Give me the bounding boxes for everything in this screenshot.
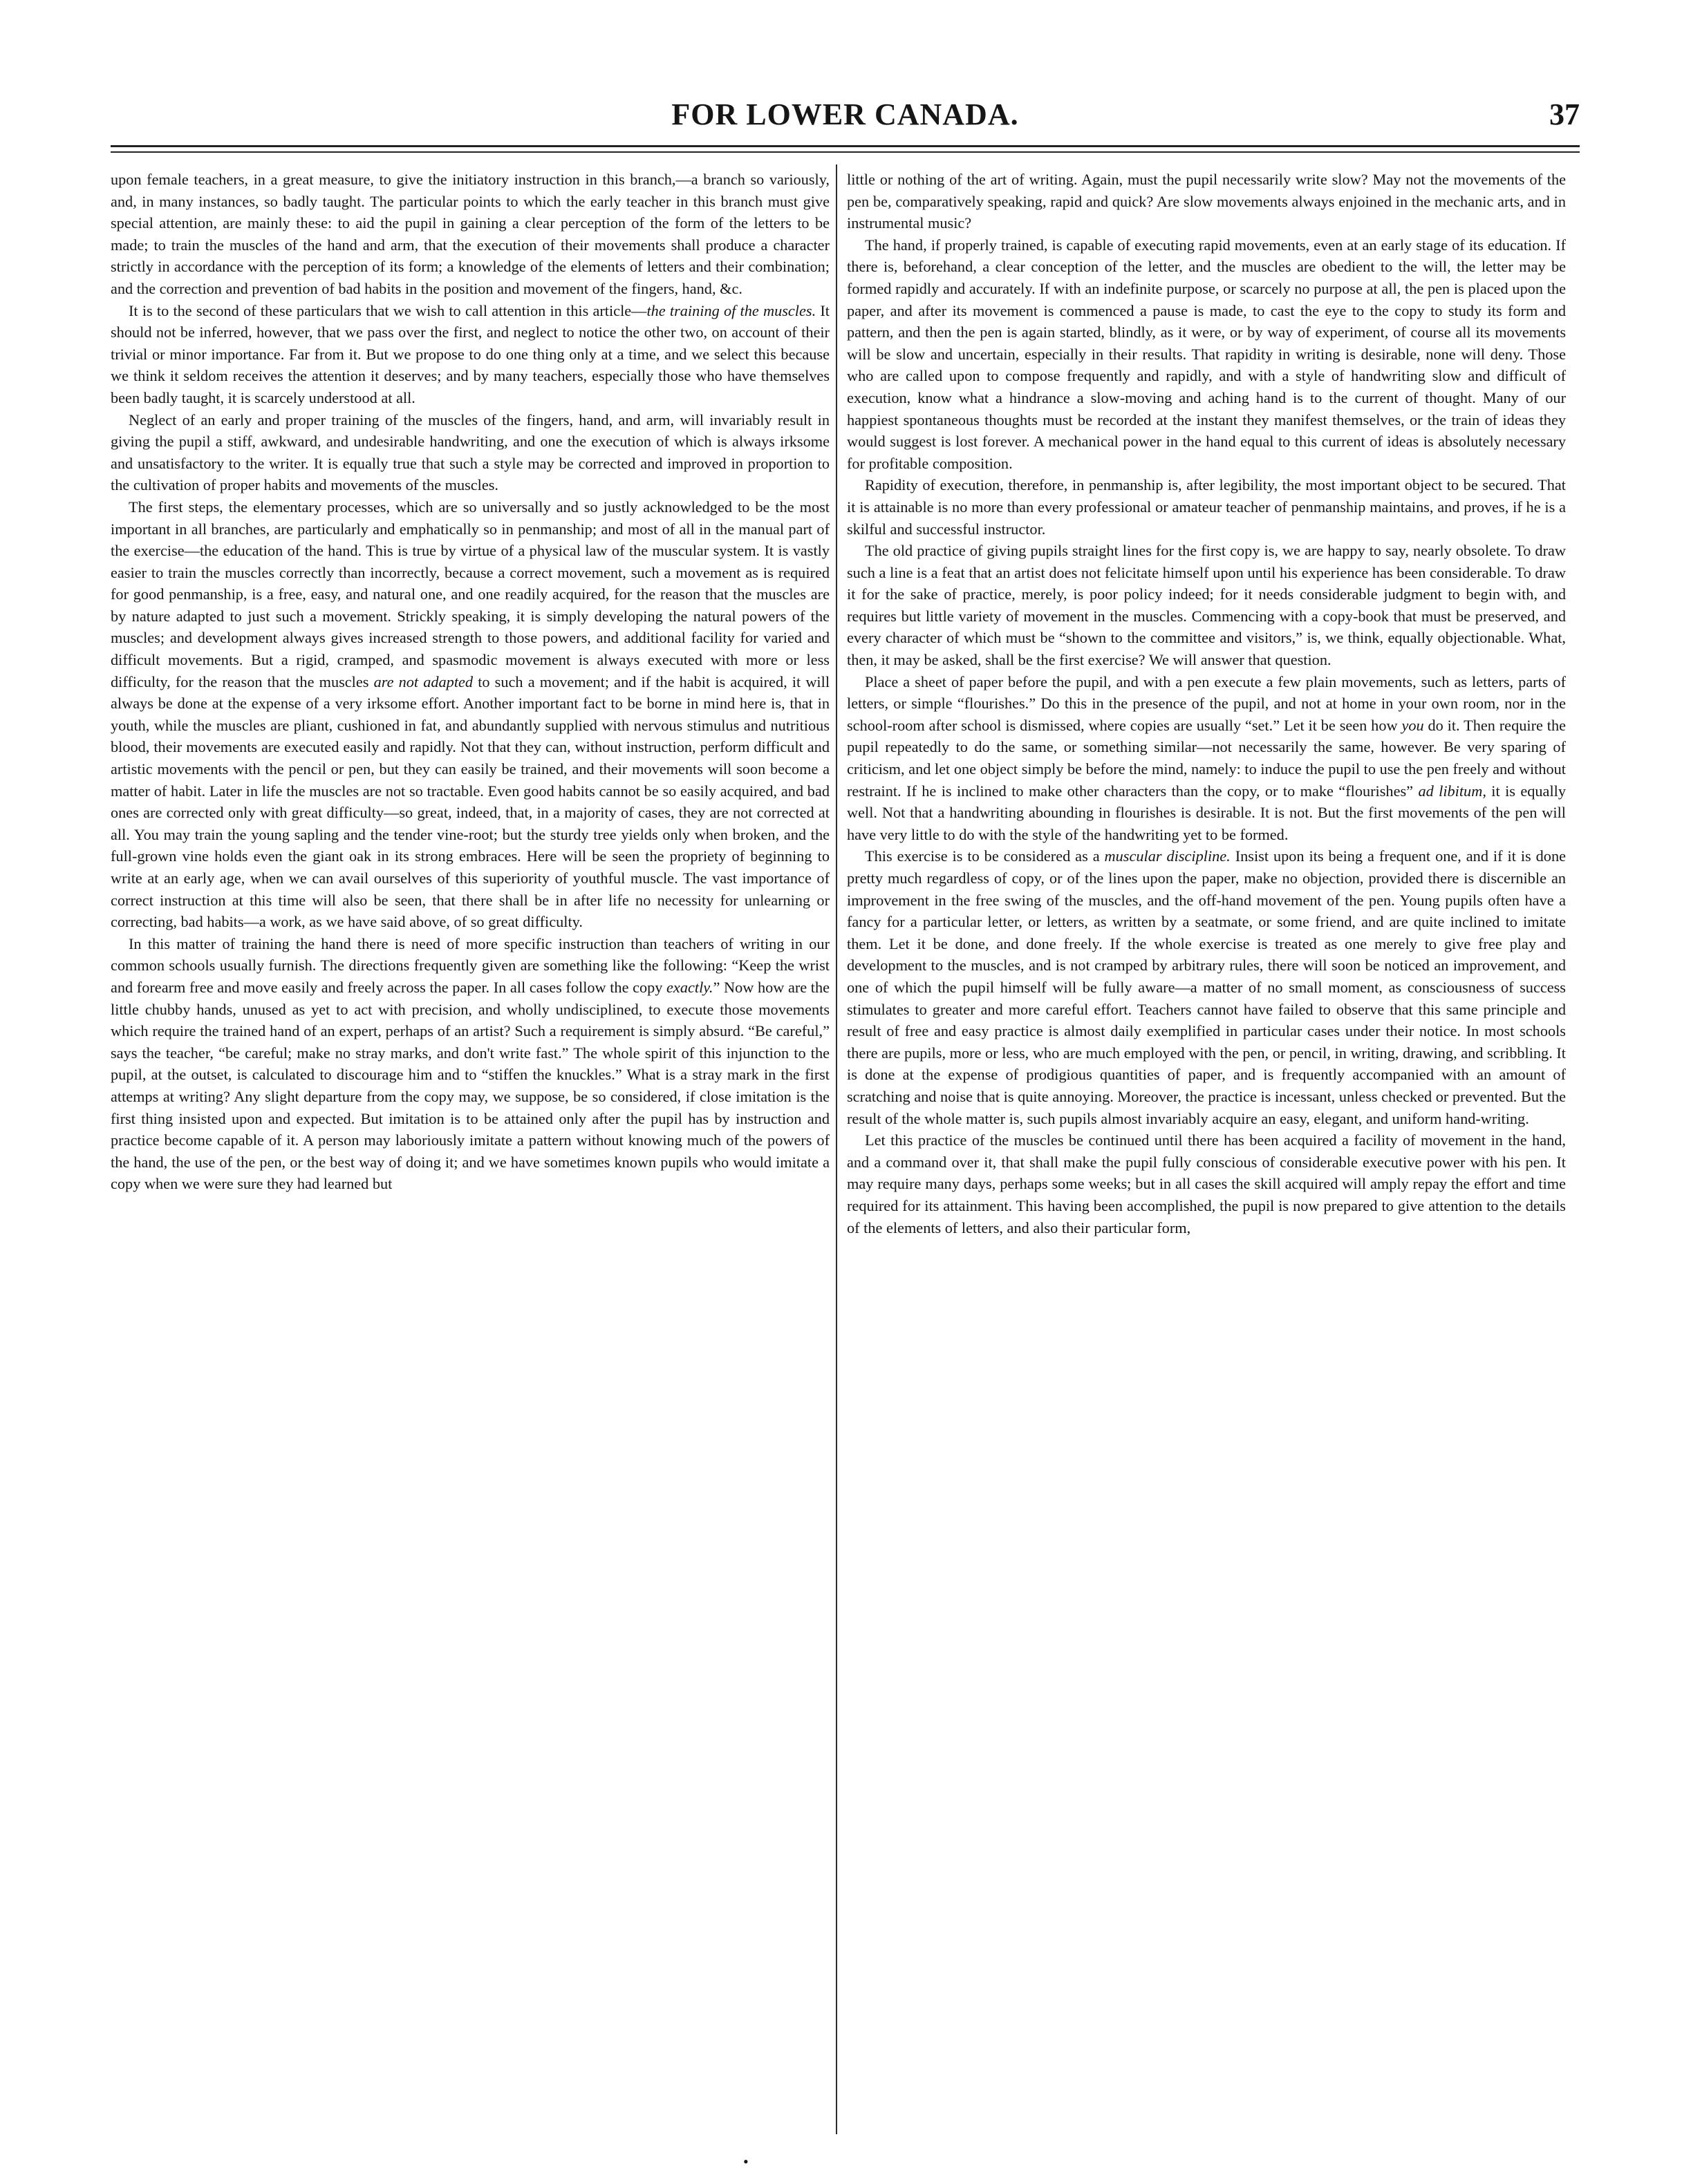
emphasis: the training of the muscles.	[646, 301, 816, 319]
emphasis: ad libitum,	[1418, 782, 1486, 800]
page-header	[111, 97, 1580, 135]
emphasis: muscular discipline.	[1104, 847, 1231, 865]
emphasis: you	[1401, 716, 1424, 734]
paragraph: little or nothing of the art of writing. Again, must the pupil necessarily write slow? May not the movements of the pen be, comparatively speaking, rapid and quick? Are slow movements always enjoined in the mechanic arts, and in instrumental music?	[847, 171, 1566, 232]
paragraph: The hand, if properly trained, is capable of executing rapid movements, even at an early stage of its education. If there is, beforehand, a clear conception of the letter, and the muscles are obedient to the will, the letter may be formed rapidly and accurately. If with an indefinite purpose, or scarcely no purpose at all, the pen is placed upon the paper, and after its movement is commenced a pause is made, to cast the eye to the copy to study its form and pattern, and then the pen is again started, blindly, as it were, or by way of experiment, of course all its movements will be slow and uncertain, especially in their results. That rapidity in writing is desirable, none will deny. Those who are called upon to compose frequently and rapidly, and with a style of handwriting slow and difficult of execution, know what a hindrance a slow-moving and aching hand is to the current of thought. Many of our happiest spontaneous thoughts must be recorded at the instant they manifest themselves, or the train of ideas they would suggest is lost forever. A mechanical power in the hand equal to this current of ideas is absolutely necessary for profitable composition.	[847, 236, 1566, 472]
paragraph: Let this practice of the muscles be continued until there has been acquired a facility of movement in the hand, and a command over it, that shall make the pupil fully conscious of considerable executive power with his pen. It may require many days, perhaps some weeks; but in all cases the skill acquired will amply repay the effort and time required for its attainment. This having been accomplished, the pupil is now prepared to give attention to the details of the elements of letters, and also their particular form,	[847, 1131, 1566, 1236]
bottom-mark: •	[743, 2153, 749, 2170]
paragraph: It is to the second of these particulars that we wish to call attention in this article—the training of the muscles. It should not be inferred, however, that we pass over the first, and neglect to notice the other two, on account of their trivial or minor importance. Far from it. But we propose to do one thing only at a time, and we select this because we think it seldom receives the attention it deserves; and by many teachers, especially those who have themselves been badly taught, it is scarcely understood at all.	[111, 301, 830, 406]
running-title: FOR LOWER CANADA.	[671, 97, 1019, 131]
header-rule-thin	[111, 151, 1580, 153]
paragraph: Place a sheet of paper before the pupil, and with a pen execute a few plain movements, such as letters, parts of letters, or simple “flourishes.” Do this in the presence of the pupil, and not at home in your own room, nor in the school-room after school is dismissed, where copies are usually “set.” Let it be seen how you do it. Then require the pupil repeatedly to do the same, or something similar—not necessarily the same, however. Be very sparing of criticism, and let one object simply be before the mind, namely: to induce the pupil to use the pen freely and without restraint. If he is inclined to make other characters than the copy, or to make “flourishes” ad libitum, it is equally well. Not that a handwriting abounding in flourishes is desirable. It is not. But the first movements of the pen will have very little to do with the style of the handwriting yet to be formed.	[847, 672, 1566, 843]
emphasis: are not adapted	[373, 672, 474, 690]
emphasis: exactly.	[666, 978, 713, 996]
paragraph: The first steps, the elementary processes, which are so universally and so justly acknowledged to be the most important in all branches, are particularly and emphatically so in penmanship; and most of all in the manual part of the exercise—the education of the hand. This is true by virtue of a physical law of the muscular system. It is vastly easier to train the muscles correctly than incorrectly, because a correct movement, such a movement as is required for good penmanship, is a free, easy, and natural one, and one readily acquired, for the reason that the muscles are by nature adapted to just such a movement. Strickly speaking, it is simply developing the natural powers of the muscles; and development always gives increased strength to those powers, and additional facility for varied and difficult movements. But a rigid, cramped, and spasmodic movement is always executed with more or less difficulty, for the reason that the muscles are not adapted to such a movement; and if the habit is acquired, it will always be done at the expense of a very irksome effort. Another important fact to be borne in mind here is, that in youth, while the muscles are pliant, cushioned in fat, and abundantly supplied with nervous stimulus and nutritious blood, their movements are executed easily and rapidly. Not that they can, without instruction, perform difficult and artistic movements with the pencil or pen, but they can easily be trained, and their movements will soon become a matter of habit. Later in life the muscles are not so tractable. Even good habits cannot be so easily acquired, and bad ones are corrected only with great difficulty—so great, indeed, that, in a majority of cases, they are not corrected at all. You may train the young sapling and the tender vine-root; but the sturdy tree yields only when broken, and the full-grown vine holds even the giant oak in its strong embraces. Here will be seen the propriety of beginning to write at an early age, when we can avail ourselves of this superiority of youthful muscle. The vast importance of correct instruction at this time will also be seen, that there shall be in after life no necessity for unlearning or correcting, bad habits—a work, as we have said above, of so great difficulty.	[111, 498, 830, 931]
right-column	[847, 169, 1566, 2138]
paragraph: Rapidity of execution, therefore, in penmanship is, after legibility, the most important object to be secured. That it is attainable is no more than every professional or amateur teacher of penmanship maintains, and proves, if he is a skilful and successful instructor.	[847, 476, 1566, 538]
paragraph: upon female teachers, in a great measure, to give the initiatory instruction in this branch,—a branch so variously, and, in many instances, so badly taught. The particular points to which the early teacher in this branch must give special attention, are mainly these: to aid the pupil in gaining a clear perception of the form of the letters to be made; to train the muscles of the hand and arm, that the execution of their movements shall produce a character strictly in accordance with the perception of its form; a knowledge of the elements of letters and their combination; and the correction and prevention of bad habits in the position and movement of the fingers, hand, &c.	[111, 171, 830, 297]
paragraph: Neglect of an early and proper training of the muscles of the fingers, hand, and arm, will invariably result in giving the pupil a stiff, awkward, and undesirable handwriting, and one the execution of which is always irksome and unsatisfactory to the writer. It is equally true that such a style may be corrected and improved in proportion to the cultivation of proper habits and movements of the muscles.	[111, 411, 830, 494]
paragraph: In this matter of training the hand there is need of more specific instruction than teachers of writing in our common schools usually furnish. The directions frequently given are something like the following: “Keep the wrist and forearm free and move easily and freely across the paper. In all cases follow the copy exactly.” Now how are the little chubby hands, unused as yet to act with precision, and wholly undisciplined, to execute those movements which require the trained hand of an expert, perhaps of an artist? Such a requirement is simply absurd. “Be careful,” says the teacher, “be careful; make no stray marks, and don't write fast.” The whole spirit of this injunction to the pupil, at the outset, is calculated to discourage him and to “stiffen the knuckles.” What is a stray mark in the first attemps at writing? Any slight departure from the copy may, we suppose, be so considered, if close imitation is the first thing insisted upon and expected. But imitation is to be attained only after the pupil has by instruction and practice become capable of it. A person may laboriously imitate a pattern without knowing much of the powers of the hand, the use of the pen, or the best way of doing it; and we have sometimes known pupils who would imitate a copy when we were sure they had learned but	[111, 934, 830, 1193]
header-rule-thick	[111, 145, 1580, 147]
paragraph: This exercise is to be considered as a muscular discipline. Insist upon its being a frequent one, and if it is done pretty much regardless of copy, or of the lines upon the paper, make no objection, provided there is discernible an improvement in the free swing of the muscles, and the off-hand movement of the pen. Young pupils often have a fancy for a particular letter, or letters, as written by a seatmate, or some friend, and are quite inclined to imitate them. Let it be done, and done freely. If the whole exercise is treated as one merely to give free play and development to the muscles, and is not cramped by arbitrary rules, there will soon be noticed an improvement, and one of which the pupil himself will be fully aware—a matter of no small moment, as consciousness of success stimulates to greater and more careful effort. Teachers cannot have failed to observe that this same principle and result of free and easy practice is almost daily exemplified in particular cases under their notice. In most schools there are pupils, more or less, who are much employed with the pen, or pencil, in writing, drawing, and scribbling. It is done at the expense of prodigious quantities of paper, and is frequently accompanied with an amount of scratching and noise that is quite annoying. Moreover, the practice is incessant, unless checked or prevented. But the result of the whole matter is, such pupils almost invariably acquire an easy, elegant, and uniform hand-writing.	[847, 847, 1566, 1127]
left-column	[111, 169, 830, 2138]
column-divider	[836, 164, 837, 2134]
page-number: 37	[1549, 97, 1580, 131]
paragraph: The old practice of giving pupils straight lines for the first copy is, we are happy to say, nearly obsolete. To draw such a line is a feat that an artist does not felicitate himself upon until his experience has been considerable. To draw it for the sake of practice, merely, is poor policy indeed; for it needs considerable judgment to begin with, and requires but little variety of movement in the muscles. Commencing with a copy-book that must be preserved, and every character of which must be “shown to the committee and visitors,” is, we think, equally objectionable. What, then, it may be asked, shall be the first exercise? We will answer that question.	[847, 542, 1566, 669]
